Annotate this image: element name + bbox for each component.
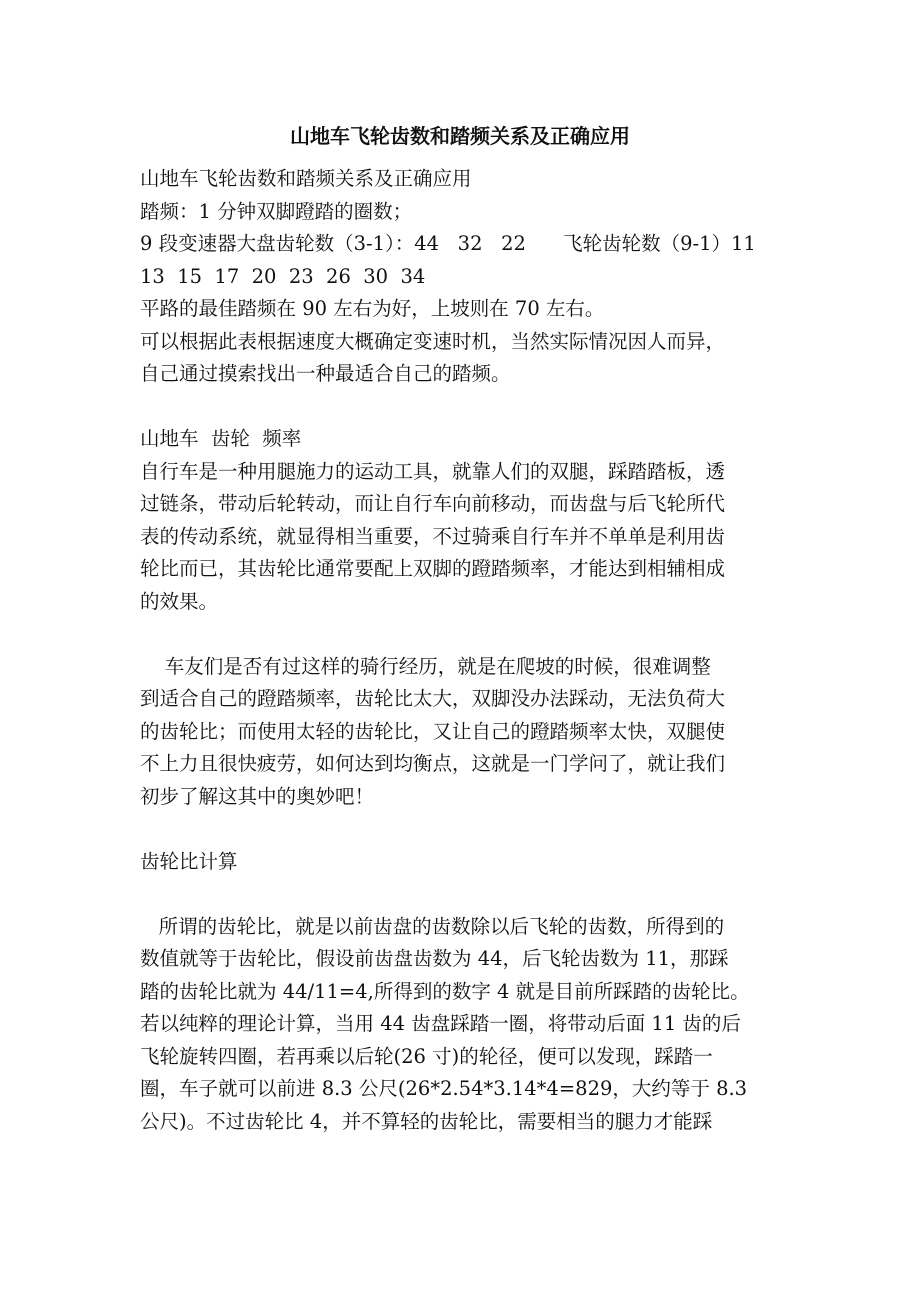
- text-line: 的效果。: [140, 589, 219, 613]
- text-line: 过链条，带动后轮转动，而让自行车向前移动，而齿盘与后飞轮所代: [140, 492, 726, 515]
- text-line: 13 15 17 20 23 26 30 34: [140, 264, 426, 288]
- document-body: [140, 163, 790, 1138]
- section-heading: 齿轮比计算: [140, 849, 238, 873]
- text-line: 到适合自己的蹬踏频率，齿轮比太大，双脚没办法踩动，无法负荷大: [140, 687, 726, 710]
- blank-line: [140, 878, 790, 911]
- text-line: 自行车是一种用腿施力的运动工具，就靠人们的双腿，踩踏踏板，透: [140, 459, 726, 483]
- text-line: 平路的最佳踏频在 90 左右为好，上坡则在 70 左右。: [140, 297, 605, 320]
- text-line: 9 段变速器大盘齿轮数（3-1）：44 32 22 飞轮齿轮数（9-1）11: [140, 232, 756, 255]
- text-line: 初步了解这其中的奥妙吧！: [140, 784, 375, 808]
- blank-line: [140, 618, 790, 651]
- text-line: 不上力且很快疲劳，如何达到均衡点，这就是一门学问了，就让我们: [140, 752, 726, 775]
- text-line: 圈，车子就可以前进 8.3 公尺(26*2.54*3.14*4=829，大约等于 8.3: [140, 1077, 748, 1100]
- text-line: 自己通过摸索找出一种最适合自己的踏频。: [140, 362, 511, 385]
- text-line: 数值就等于齿轮比，假设前齿盘齿数为 44，后飞轮齿数为 11，那踩: [140, 947, 729, 970]
- blank-line: [140, 813, 790, 846]
- text-line: 表的传动系统，就显得相当重要，不过骑乘自行车并不单单是利用齿: [140, 524, 726, 548]
- text-line: 若以纯粹的理论计算，当用 44 齿盘踩踏一圈，将带动后面 11 齿的后: [140, 1012, 741, 1035]
- text-line: 踏的齿轮比就为 44/11=4,所得到的数字 4 就是目前所踩踏的齿轮比。: [140, 979, 750, 1003]
- blank-line: [140, 391, 790, 424]
- text-line: 所谓的齿轮比，就是以前齿盘的齿数除以后飞轮的齿数，所得到的: [140, 914, 725, 938]
- text-line: 车友们是否有过这样的骑行经历，就是在爬坡的时候，很难调整: [140, 654, 711, 678]
- text-line: 的齿轮比；而使用太轻的齿轮比，又让自己的蹬踏频率太快，双腿使: [140, 719, 726, 743]
- text-line: 可以根据此表根据速度大概确定变速时机，当然实际情况因人而异，: [140, 329, 726, 353]
- section-heading: 山地车 齿轮 频率: [140, 427, 302, 450]
- text-line: 飞轮旋转四圈，若再乘以后轮(26 寸)的轮径，便可以发现，踩踏一: [140, 1044, 713, 1068]
- text-line: 踏频：1 分钟双脚蹬踏的圈数；: [140, 199, 413, 223]
- text-line: 山地车飞轮齿数和踏频关系及正确应用: [140, 167, 472, 190]
- text-line: 轮比而已，其齿轮比通常要配上双脚的蹬踏频率，才能达到相辅相成: [140, 557, 726, 580]
- document-title: 山地车飞轮齿数和踏频关系及正确应用: [290, 124, 630, 148]
- text-line: 公尺)。不过齿轮比 4，并不算轻的齿轮比，需要相当的腿力才能踩: [140, 1109, 713, 1133]
